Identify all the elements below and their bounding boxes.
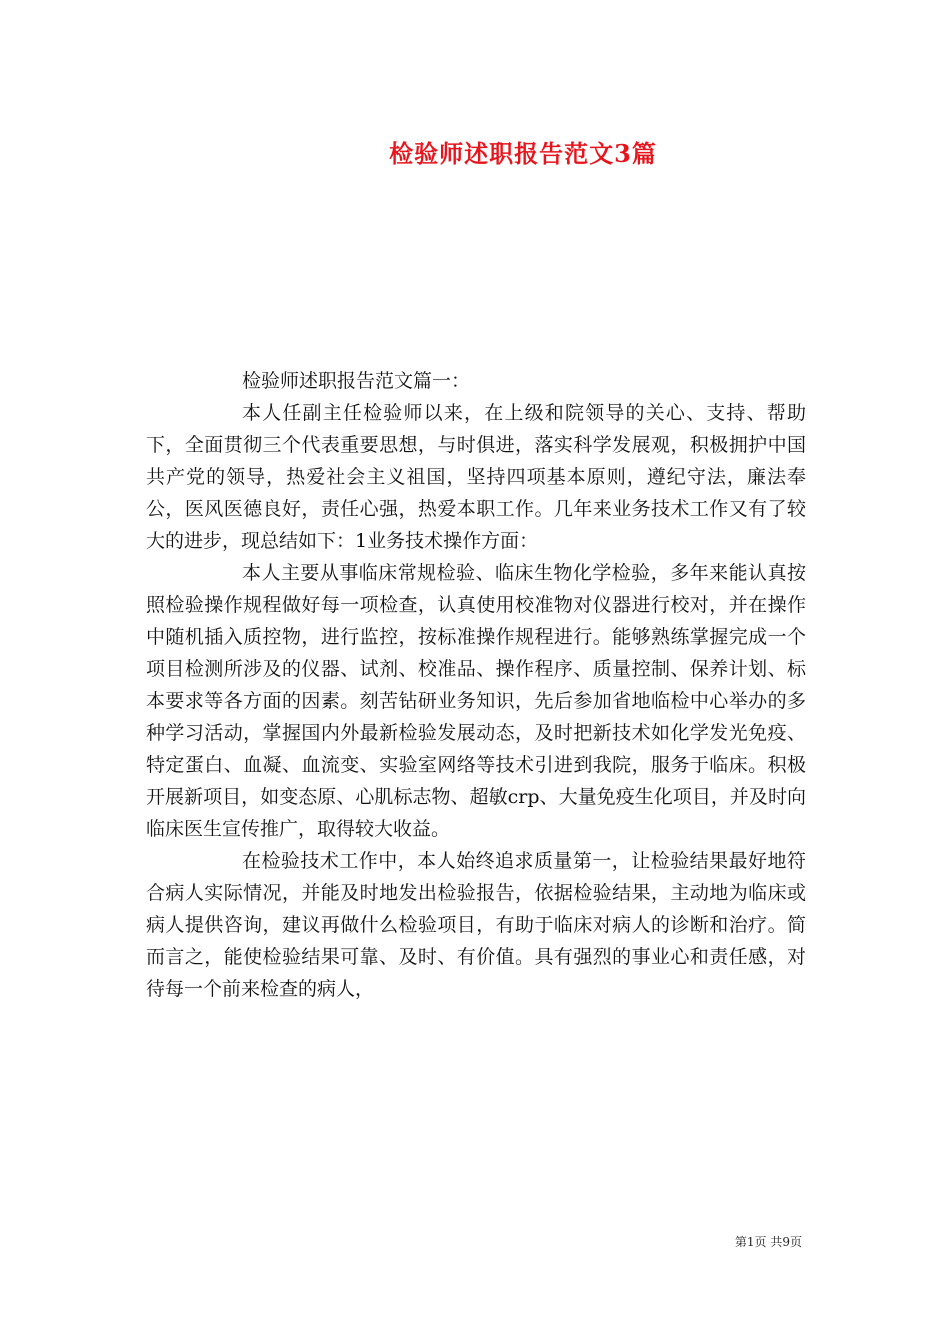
document-title: 检验师述职报告范文3篇 bbox=[389, 139, 657, 168]
paragraph-2: 本人主要从事临床常规检验、临床生物化学检验，多年来能认真按照检验操作规程做好每一项检查，认真使用校准物对仪器进行校对，并在操作中随机插入质控物，进行监控，按标准操作规程进行。能够熟练掌握完成一个项目检测所涉及的仪器、试剂、校准品、操作程序、质量控制、保养计划、标本要求等各方面的因素。刻苦钻研业务知识，先后参加省地临检中心举办的多种学习活动，掌握国内外最新检验发展动态，及时把新技术如化学发光免疫、特定蛋白、血凝、血流变、实验室网络等技术引进到我院，服务于临床。积极开展新项目，如变态原、心肌标志物、超敏crp、大量免疫生化项目，并及时向临床医生宣传推广，取得较大收益。 bbox=[146, 562, 806, 840]
document-body bbox=[146, 365, 806, 1005]
paragraph-1: 本人任副主任检验师以来，在上级和院领导的关心、支持、帮助下，全面贯彻三个代表重要思想，与时俱进，落实科学发展观，积极拥护中国共产党的领导，热爱社会主义祖国，坚持四项基本原则，遵纪守法，廉法奉公，医风医德良好，责任心强，热爱本职工作。几年来业务技术工作又有了较大的进步，现总结如下：1业务技术操作方面： bbox=[146, 402, 806, 552]
page-number-footer: 第1页 共9页 bbox=[734, 1235, 802, 1249]
section-heading: 检验师述职报告范文篇一： bbox=[242, 370, 471, 392]
paragraph-3: 在检验技术工作中，本人始终追求质量第一，让检验结果最好地符合病人实际情况，并能及时地发出检验报告，依据检验结果，主动地为临床或病人提供咨询，建议再做什么检验项目，有助于临床对病人的诊断和治疗。简而言之，能使检验结果可靠、及时、有价值。具有强烈的事业心和责任感，对待每一个前来检查的病人， bbox=[146, 850, 806, 1000]
